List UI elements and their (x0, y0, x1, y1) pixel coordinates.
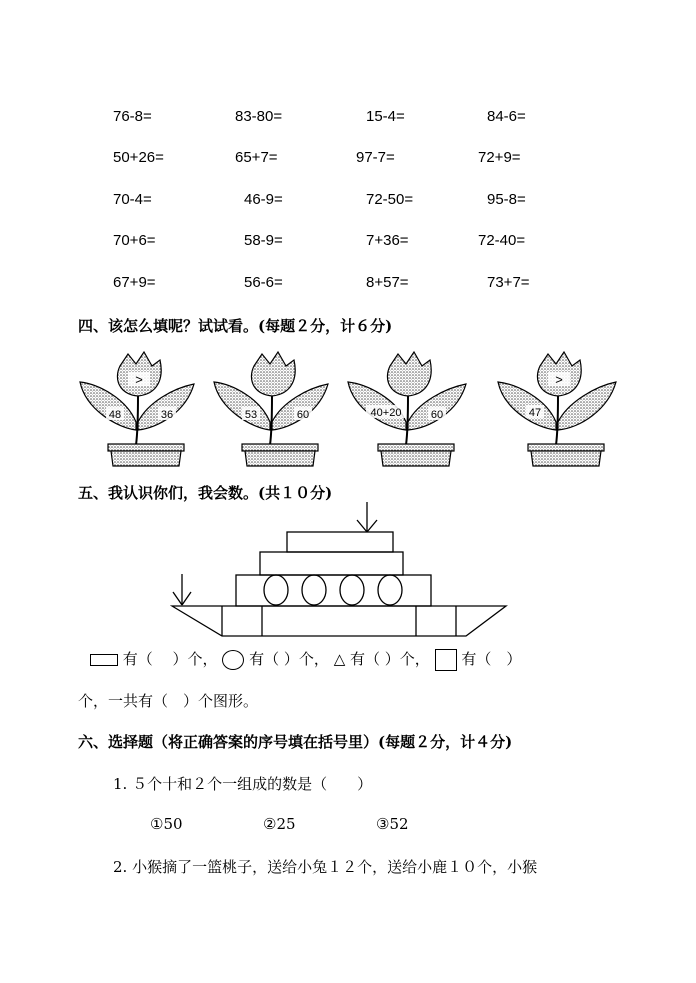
flower-plant-2 (212, 350, 332, 468)
triangle-count-text: 有（ ）个， (350, 650, 430, 668)
q1-option-2: ②25 (263, 815, 296, 833)
equation: 95-8= (487, 191, 526, 208)
equation: 67+9= (113, 274, 156, 291)
equation: 8+57= (366, 274, 409, 291)
equation: 73+7= (487, 274, 530, 291)
section4-title: 四、该怎么填呢？试试看。(每题２分，计６分) (78, 317, 393, 335)
right-leaf-label: 60 (430, 409, 444, 421)
right-leaf-label: 36 (160, 409, 174, 421)
equation: 72-50= (366, 191, 414, 208)
q1-option-1: ①50 (150, 815, 183, 833)
equation: 46-9= (244, 191, 283, 208)
flower-label: > (555, 372, 563, 387)
equation: 70-4= (113, 191, 152, 208)
q1-option-3: ③52 (376, 815, 409, 833)
square-count-text: 有（ ） (461, 650, 522, 668)
flower-plant-4 (496, 350, 618, 468)
left-leaf-label: 47 (528, 407, 542, 419)
equation: 72-40= (478, 232, 526, 249)
question-2: 2. 小猴摘了一篮桃子，送给小兔１２个，送给小鹿１０个，小猴 (113, 858, 538, 876)
right-leaf-label: 60 (296, 409, 310, 421)
question-1: 1. ５个十和２个一组成的数是（ ） (113, 775, 373, 793)
rectangle-count-text: 有（ ）个， (122, 650, 218, 668)
flower-plant-3 (346, 350, 470, 468)
flower-label: > (135, 372, 143, 387)
count-line-1 (90, 648, 521, 671)
circle-shape (222, 650, 244, 670)
ship-figure (170, 502, 510, 638)
left-leaf-label: 48 (108, 409, 122, 421)
section5-title: 五、我认识你们，我会数。(共１０分) (78, 484, 333, 502)
left-leaf-label: 40+20 (370, 407, 402, 419)
equation: 7+36= (366, 232, 409, 249)
left-leaf-label: 53 (244, 409, 258, 421)
equation: 83-80= (235, 108, 283, 125)
equation: 72+9= (478, 149, 521, 166)
rectangle-shape (90, 654, 118, 666)
section6-title: 六、选择题（将正确答案的序号填在括号里）(每题２分，计４分) (78, 733, 513, 751)
equation: 58-9= (244, 232, 283, 249)
equation: 56-6= (244, 274, 283, 291)
equation: 15-4= (366, 108, 405, 125)
equation: 97-7= (356, 149, 395, 166)
equation: 65+7= (235, 149, 278, 166)
equation: 84-6= (487, 108, 526, 125)
triangle-symbol: △ (333, 650, 346, 668)
equation: 50+26= (113, 149, 164, 166)
circle-count-text: 有（ ）个， (249, 650, 329, 668)
square-shape (435, 649, 457, 671)
equation: 76-8= (113, 108, 152, 125)
count-line-2: 个，一共有（ ）个图形。 (78, 692, 259, 710)
equation: 70+6= (113, 232, 156, 249)
flower-plant-1 (78, 350, 198, 468)
